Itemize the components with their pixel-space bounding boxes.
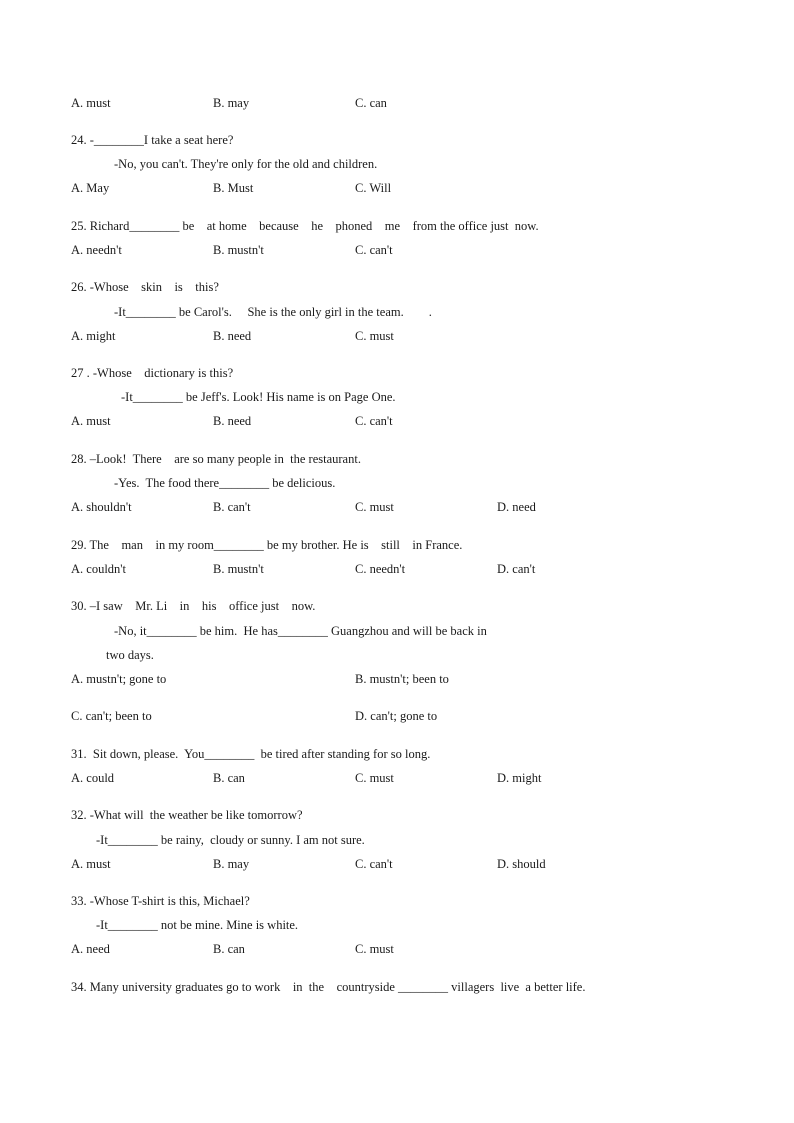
question-27-stem: 27 . -Whose dictionary is this? <box>71 366 234 380</box>
option-d: D. should <box>497 857 546 871</box>
option-b: B. mustn't <box>213 243 264 257</box>
question-34-stem: 34. Many university graduates go to work in the countryside ________ villagers live a better life. <box>71 980 586 994</box>
option-b: B. need <box>213 329 252 343</box>
option-a: A. needn't <box>71 243 122 257</box>
option-a: A. might <box>71 329 116 343</box>
option-c: C. can't; been to <box>71 709 152 723</box>
option-c: C. must <box>355 329 394 343</box>
option-c: C. can't <box>355 243 393 257</box>
option-b: B. may <box>213 857 250 871</box>
question-26-reply: -It________ be Carol's. She is the only girl in the team. . <box>114 305 432 319</box>
question-25-stem: 25. Richard________ be at home because he phoned me from the office just now. <box>71 219 539 233</box>
option-a: A. must <box>71 857 111 871</box>
option-d: D. might <box>497 771 542 785</box>
option-c: C. needn't <box>355 562 406 576</box>
option-d: D. can't; gone to <box>355 709 438 723</box>
option-b: B. may <box>213 96 250 110</box>
question-32-reply: -It________ be rainy, cloudy or sunny. I am not sure. <box>96 833 365 847</box>
option-b: B. can <box>213 771 245 785</box>
question-30-reply-continued: two days. <box>106 648 154 662</box>
option-d: D. need <box>497 500 536 514</box>
question-33-stem: 33. -Whose T-shirt is this, Michael? <box>71 894 250 908</box>
question-29-stem: 29. The man in my room________ be my brother. He is still in France. <box>71 538 463 552</box>
option-a: A. need <box>71 942 110 956</box>
option-a: A. couldn't <box>71 562 127 576</box>
option-b: B. need <box>213 414 252 428</box>
option-c: C. can't <box>355 414 393 428</box>
option-b: B. Must <box>213 181 254 195</box>
option-b: B. mustn't <box>213 562 264 576</box>
question-27-reply: -It________ be Jeff's. Look! His name is on Page One. <box>121 390 396 404</box>
question-30-reply: -No, it________ be him. He has________ Guangzhou and will be back in <box>114 624 487 638</box>
option-c: C. can't <box>355 857 393 871</box>
question-33-reply: -It________ not be mine. Mine is white. <box>96 918 299 932</box>
option-b: B. mustn't; been to <box>355 672 449 686</box>
question-24-stem: 24. -________I take a seat here? <box>71 133 234 147</box>
question-24-reply: -No, you can't. They're only for the old and children. <box>114 157 378 171</box>
question-32-stem: 32. -What will the weather be like tomorrow? <box>71 808 303 822</box>
question-30-stem: 30. –I saw Mr. Li in his office just now. <box>71 599 316 613</box>
option-b: B. can <box>213 942 245 956</box>
option-a: A. May <box>71 181 110 195</box>
option-a: A. mustn't; gone to <box>71 672 167 686</box>
option-c: C. must <box>355 500 394 514</box>
option-c: C. must <box>355 942 394 956</box>
option-a: A. must <box>71 96 111 110</box>
option-a: A. could <box>71 771 115 785</box>
option-c: C. must <box>355 771 394 785</box>
option-a: A. shouldn't <box>71 500 132 514</box>
option-b: B. can't <box>213 500 251 514</box>
option-a: A. must <box>71 414 111 428</box>
question-31-stem: 31. Sit down, please. You________ be tired after standing for so long. <box>71 747 431 761</box>
option-d: D. can't <box>497 562 536 576</box>
option-c: C. can <box>355 96 387 110</box>
option-c: C. Will <box>355 181 392 195</box>
question-28-stem: 28. –Look! There are so many people in the restaurant. <box>71 452 361 466</box>
question-26-stem: 26. -Whose skin is this? <box>71 280 219 294</box>
question-28-reply: -Yes. The food there________ be delicious. <box>114 476 336 490</box>
